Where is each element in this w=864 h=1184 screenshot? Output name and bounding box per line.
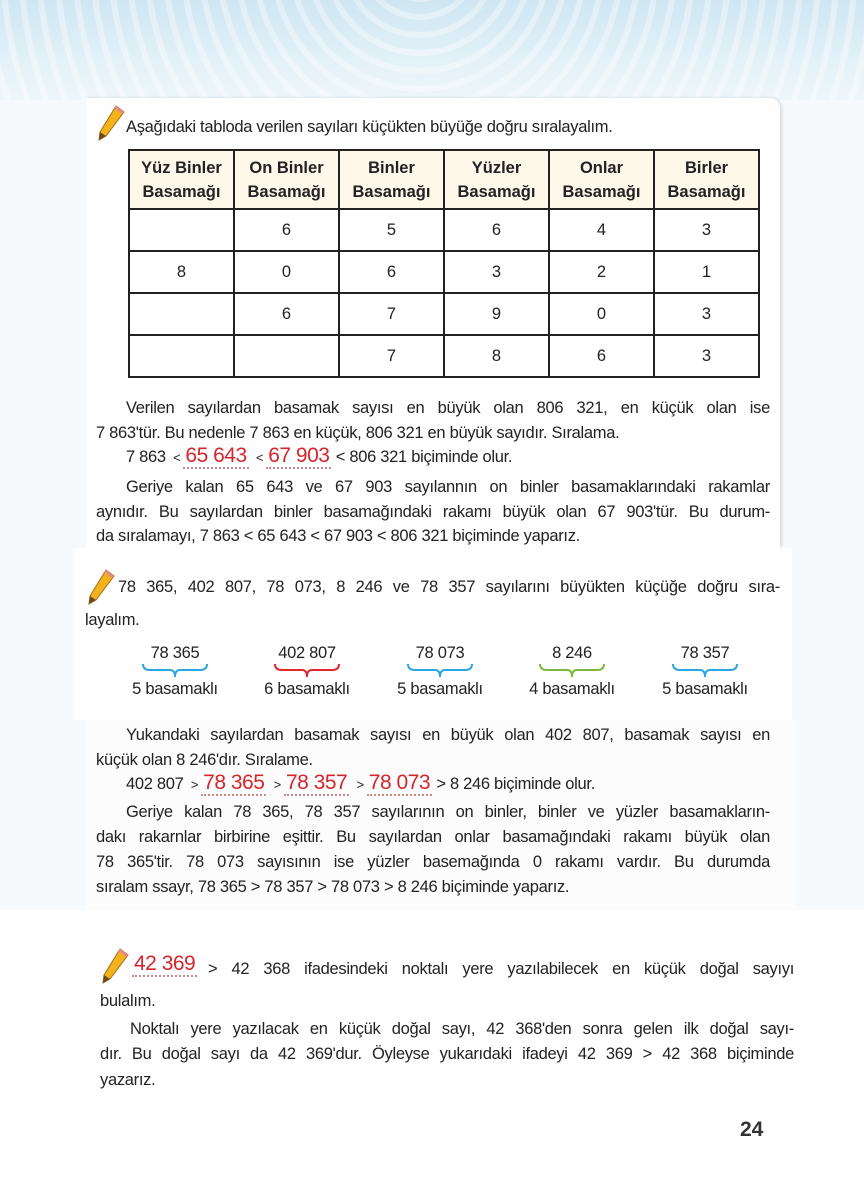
paragraph-line: 78 365'tir. 78 073 sayısının ise yüzler basemağında 0 rakamı vardır. Bu durumda (96, 853, 770, 871)
eq-operator: < (173, 450, 181, 465)
digit-count-label: 5 basamaklı (132, 680, 218, 698)
instruction-text: bulalım. (100, 992, 156, 1010)
paragraph-line: aynıdır. Bu sayılardan binler basamağındaki rakamı büyük olan 67 903'tür. Bu durum- (96, 503, 770, 521)
table-cell: 9 (444, 293, 549, 335)
answer-blank: 78 073 (368, 771, 431, 794)
instruction-text: layalım. (85, 611, 140, 629)
paragraph-line: küçük olan 8 246'dır. Sıralame. (96, 751, 313, 769)
paragraph-line: da sıralamayı, 7 863 < 65 643 < 67 903 < 806 321 biçiminde yaparız. (96, 527, 580, 545)
table-cell: 3 (654, 335, 759, 377)
header-line: Basamağı (562, 182, 641, 201)
table-cell: 4 (549, 209, 654, 251)
table-cell: 7 (339, 293, 444, 335)
table-cell (234, 335, 339, 377)
table-cell (129, 209, 234, 251)
table-cell: 6 (444, 209, 549, 251)
header-cell (654, 150, 759, 209)
header-line: Yüzler (471, 158, 522, 177)
number-value: 8 246 (552, 644, 592, 662)
table-row (129, 335, 759, 377)
table-cell: 3 (654, 209, 759, 251)
number-value: 402 807 (278, 644, 336, 662)
table-cell: 8 (129, 251, 234, 293)
ordering-equation (126, 772, 595, 796)
table-cell: 1 (654, 251, 759, 293)
table-cell: 6 (234, 209, 339, 251)
ordering-equation (126, 445, 512, 469)
paragraph-line: Geriye kalan 65 643 ve 67 903 sayılannın on binler basamaklarındaki rakamlar (126, 478, 770, 496)
table-cell: 0 (549, 293, 654, 335)
paragraph-line: Yukandaki sayılardan basamak sayısı en büyük olan 402 807, basamak sayısı en (126, 726, 770, 744)
number-value: 78 073 (415, 644, 465, 662)
paragraph-line: dır. Bu doğal sayı da 42 369'dur. Öyleyse yukarıdaki ifadeyi 42 369 > 42 368 biçiminde (100, 1045, 794, 1063)
header-line: Basamağı (142, 182, 221, 201)
answer-blank: 78 365 (203, 771, 265, 794)
brace-icon (672, 663, 738, 679)
eq-operator: > (190, 777, 199, 792)
answer-blank: 65 643 (185, 444, 247, 467)
table-cell: 6 (234, 293, 339, 335)
number-value: 78 365 (150, 644, 200, 662)
header-cell (234, 150, 339, 209)
brace-icon (407, 663, 473, 679)
eq-suffix: > 8 246 biçiminde olur. (436, 775, 595, 793)
table-cell: 5 (339, 209, 444, 251)
decorative-header-band (0, 0, 864, 100)
header-line: Binler (368, 158, 415, 177)
table-row (129, 251, 759, 293)
table-cell: 3 (444, 251, 549, 293)
eq-operator: > (356, 777, 364, 792)
digit-count-label: 4 basamaklı (529, 680, 615, 698)
instruction-text: Aşağıdaki tabloda verilen sayıları küçükten büyüğe doğru sıralayalım. (126, 118, 613, 136)
table-cell: 2 (549, 251, 654, 293)
digit-count-label: 5 basamaklı (662, 680, 748, 698)
header-line: Birler (684, 158, 729, 177)
table-cell: 8 (444, 335, 549, 377)
header-line: Basamağı (352, 182, 431, 201)
eq-prefix: 7 863 (126, 448, 166, 466)
header-line: Basamağı (457, 182, 536, 201)
table-row (129, 209, 759, 251)
header-line: Basamağı (667, 182, 746, 201)
digit-count-label: 5 basamaklı (397, 680, 483, 698)
paragraph-line: yazarız. (100, 1071, 156, 1089)
table-cell (129, 293, 234, 335)
paragraph-line: Geriye kalan 78 365, 78 357 sayılarının on binler, binler ve yüzler basamakların- (126, 803, 770, 821)
place-value-table (128, 149, 760, 378)
paragraph-line: Verilen sayılardan basamak sayısı en büyük olan 806 321, en küçük olan ise (126, 399, 770, 417)
table-row (129, 293, 759, 335)
table-cell (129, 335, 234, 377)
eq-operator: > (273, 777, 281, 792)
eq-operator: < (255, 450, 264, 465)
answer-blank: 42 369 (134, 952, 196, 975)
answer-blank: 78 357 (285, 771, 348, 794)
instruction-text: > 42 368 ifadesindeki noktalı yere yazılabilecek en küçük doğal sayıyı (208, 960, 794, 978)
header-line: Basamağı (247, 182, 326, 201)
paragraph-line: dakı rakarnlar birbirine eşittir. Bu sayılardan onlar basamağındaki rakamı büyük olan (96, 828, 770, 846)
page-number: 24 (740, 1118, 764, 1141)
eq-prefix: 402 807 (126, 775, 184, 793)
header-cell (339, 150, 444, 209)
table-cell: 7 (339, 335, 444, 377)
header-line: On Binler (249, 158, 324, 177)
pencil-icon (100, 947, 130, 985)
brace-icon (142, 663, 208, 679)
paragraph-line: 7 863'tür. Bu nedenle 7 863 en küçük, 806 321 en büyük sayıdır. Sıralama. (96, 424, 620, 442)
table-cell: 6 (549, 335, 654, 377)
brace-icon (274, 663, 340, 679)
header-cell (129, 150, 234, 209)
digit-count-label: 6 basamaklı (264, 680, 350, 698)
pencil-icon (96, 104, 126, 142)
eq-suffix: < 806 321 biçiminde olur. (335, 448, 513, 466)
header-line: Yüz Binler (141, 158, 222, 177)
paragraph-line: sıralam ssayr, 78 365 > 78 357 > 78 073 > 8 246 biçiminde yaparız. (96, 878, 570, 896)
header-cell (444, 150, 549, 209)
table-cell: 6 (339, 251, 444, 293)
number-value: 78 357 (680, 644, 730, 662)
paragraph-line: Noktalı yere yazılacak en küçük doğal sayı, 42 368'den sonra gelen ilk doğal sayı- (130, 1020, 794, 1038)
table-header-row (129, 150, 759, 209)
table-cell: 3 (654, 293, 759, 335)
answer-blank: 67 903 (268, 444, 330, 467)
pencil-icon (86, 568, 116, 606)
header-cell (549, 150, 654, 209)
instruction-text: 78 365, 402 807, 78 073, 8 246 ve 78 357 sayılarını büyükten küçüğe doğru sıra- (118, 578, 780, 596)
table-cell: 0 (234, 251, 339, 293)
header-line: Onlar (579, 158, 624, 177)
brace-icon (539, 663, 605, 679)
